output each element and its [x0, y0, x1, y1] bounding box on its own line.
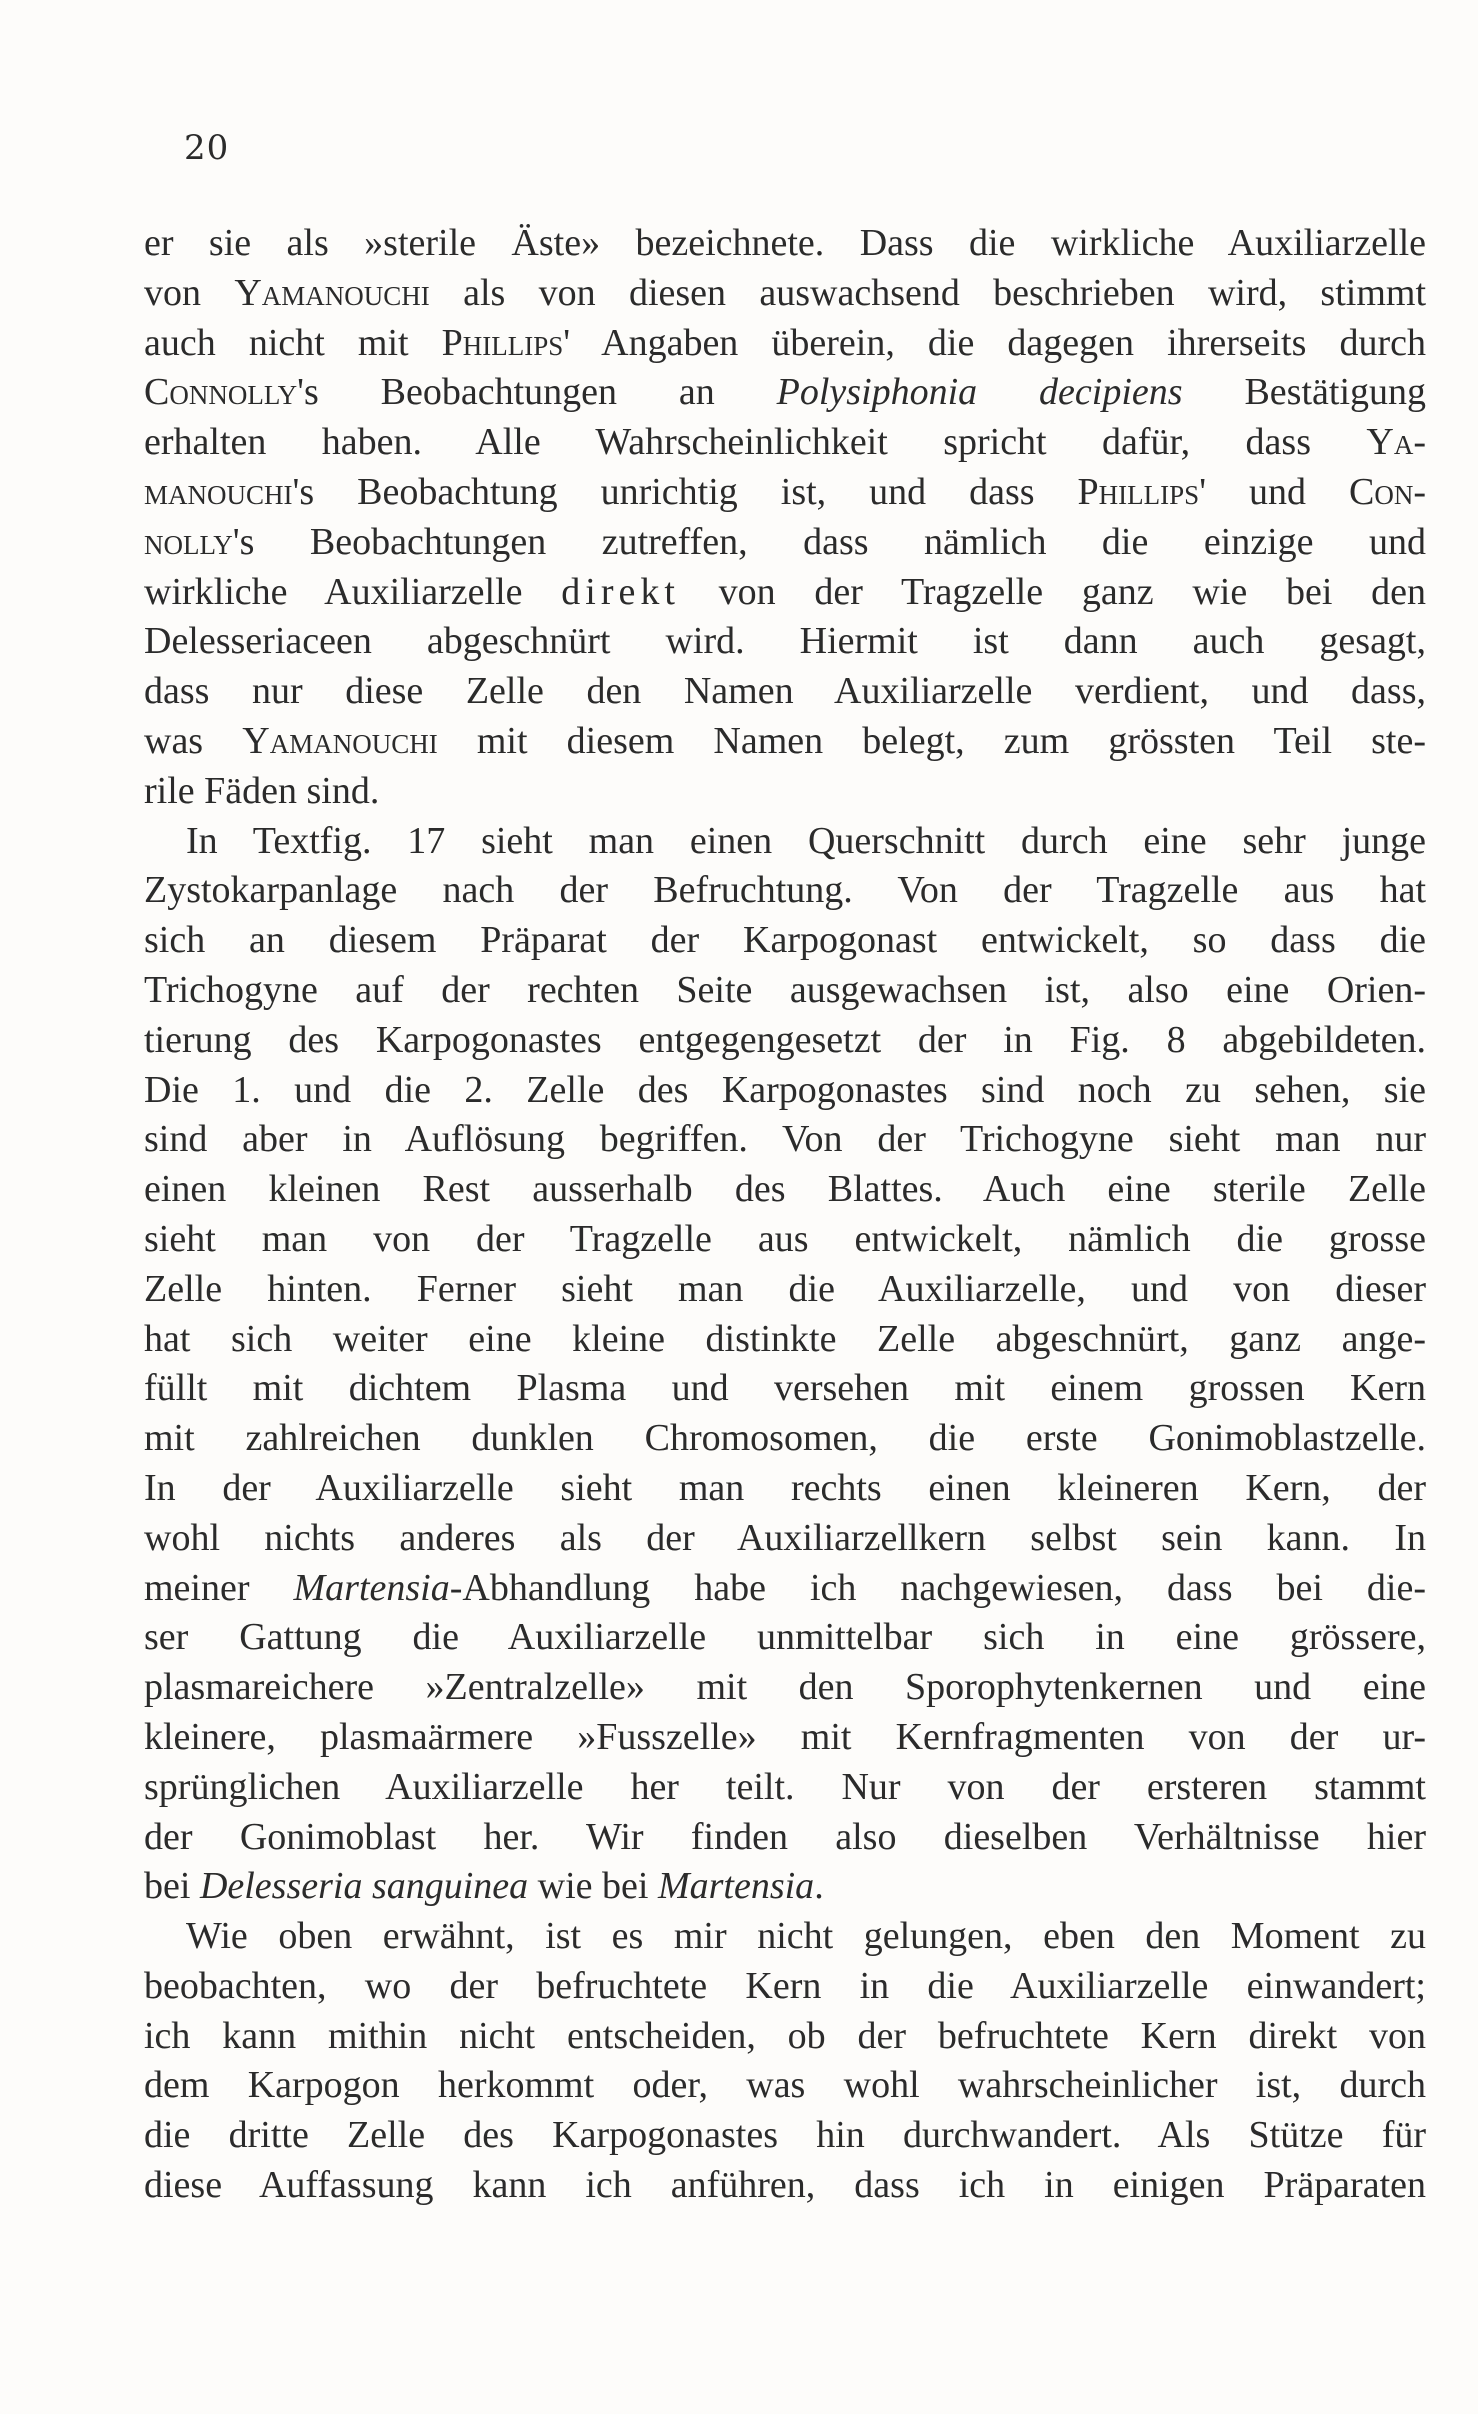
text-line — [144, 2161, 1426, 2211]
text-line — [144, 817, 1426, 867]
text-span: 's Beobachtung unrichtig ist, und dass — [292, 470, 1078, 513]
text-line — [144, 1813, 1426, 1863]
text-span: sprünglichen Auxiliarzelle her teilt. Nur von der ersteren stammt — [144, 1765, 1426, 1808]
text-line — [144, 916, 1426, 966]
text-span: Trichogyne auf der rechten Seite ausgewachsen ist, also eine Orien- — [144, 968, 1426, 1011]
text-span: von der Tragzelle ganz wie bei den — [679, 570, 1426, 613]
text-line — [144, 1315, 1426, 1365]
text-line — [144, 1165, 1426, 1215]
text-span: mit zahlreichen dunklen Chromosomen, die erste Gonimoblastzelle. — [144, 1417, 1426, 1460]
text-line — [144, 219, 1426, 269]
text-line — [144, 269, 1426, 319]
text-line — [144, 1115, 1426, 1165]
text-line — [144, 966, 1426, 1016]
text-span: tierung des Karpogonastes entgegengesetzt der in Fig. 8 abgebildeten. — [144, 1018, 1426, 1061]
text-span: dass nur diese Zelle den Namen Auxiliarzelle verdient, und dass, — [144, 670, 1426, 713]
text-span: Bestätigung — [1182, 371, 1426, 414]
text-line — [144, 1414, 1426, 1464]
text-line — [144, 667, 1426, 717]
small-caps-span: Con- — [1349, 470, 1426, 513]
text-span: sieht man von der Tragzelle aus entwickelt, nämlich die grosse — [144, 1217, 1426, 1260]
text-span: er sie als »sterile Äste» bezeichnete. Dass die wirkliche Auxiliarzelle — [144, 222, 1426, 264]
text-span: sich an diesem Präparat der Karpogonast entwickelt, so dass die — [144, 919, 1426, 962]
text-line — [144, 2111, 1426, 2161]
text-line — [144, 1464, 1426, 1514]
text-line — [144, 866, 1426, 916]
italic-span: Martensia — [657, 1865, 815, 1908]
spaced-span: direkt — [561, 570, 680, 613]
text-span: sind aber in Auflösung begriffen. Von der Trichogyne sieht man nur — [144, 1118, 1426, 1161]
text-line — [144, 1862, 1426, 1912]
text-line — [144, 1912, 1426, 1962]
text-span: 's Beobachtungen zutreffen, dass nämlich die einzige und — [232, 520, 1426, 563]
text-span: bei — [144, 1865, 200, 1908]
text-line — [144, 1066, 1426, 1116]
small-caps-span: Phillips — [441, 321, 564, 364]
text-line — [144, 1514, 1426, 1564]
text-span: diese Auffassung kann ich anführen, dass ich in einigen Präparaten — [144, 2164, 1426, 2207]
small-caps-span: Yamanouchi — [242, 719, 438, 762]
small-caps-span: manouchi — [144, 470, 293, 513]
small-caps-span: Ya- — [1366, 421, 1426, 464]
text-line — [144, 1364, 1426, 1414]
text-line — [144, 2012, 1426, 2062]
text-span: beobachten, wo der befruchtete Kern in die Auxiliarzelle einwandert; — [144, 1964, 1426, 2007]
text-line — [144, 717, 1426, 767]
text-span: meiner — [144, 1566, 294, 1609]
text-span: Wie oben erwähnt, ist es mir nicht gelungen, eben den Moment zu — [186, 1915, 1426, 1958]
italic-span: Martensia — [293, 1566, 450, 1609]
text-span: ' und — [1199, 470, 1349, 513]
small-caps-span: nolly — [144, 520, 233, 563]
page-number: 20 — [184, 128, 230, 168]
text-span: ' Angaben überein, die dagegen ihrerseits durch — [563, 321, 1427, 364]
text-span: was — [144, 719, 243, 762]
text-span: Delesseriaceen abgeschnürt wird. Hiermit ist dann auch gesagt, — [144, 620, 1426, 663]
text-line — [144, 767, 1426, 817]
text-line — [144, 1663, 1426, 1713]
text-line — [144, 2061, 1426, 2111]
text-line — [144, 418, 1426, 468]
text-line — [144, 319, 1426, 369]
text-span: füllt mit dichtem Plasma und versehen mit einem grossen Kern — [144, 1367, 1426, 1410]
text-span: kleinere, plasmaärmere »Fusszelle» mit Kernfragmenten von der ur- — [144, 1715, 1426, 1758]
text-span: . — [814, 1865, 824, 1908]
text-line — [144, 1564, 1426, 1614]
italic-span: Delesseria sanguinea — [199, 1865, 529, 1908]
text-span: dem Karpogon herkommt oder, was wohl wahrscheinlicher ist, durch — [144, 2064, 1426, 2107]
text-span: die dritte Zelle des Karpogonastes hin durchwandert. Als Stütze für — [144, 2114, 1426, 2157]
text-span: plasmareichere »Zentralzelle» mit den Sporophytenkernen und eine — [144, 1666, 1426, 1709]
text-line — [144, 368, 1426, 418]
text-span: als von diesen auswachsend beschrieben wird, stimmt — [429, 271, 1427, 314]
text-span: der Gonimoblast her. Wir finden also dieselben Verhältnisse hier — [144, 1815, 1426, 1858]
text-span: In Textfig. 17 sieht man einen Querschnitt durch eine sehr junge — [186, 819, 1426, 862]
text-line — [144, 1713, 1426, 1763]
text-line — [144, 1265, 1426, 1315]
text-line — [144, 1016, 1426, 1066]
text-span: 's Beobachtungen an — [297, 371, 777, 414]
text-span: Die 1. und die 2. Zelle des Karpogonastes sind noch zu sehen, sie — [144, 1068, 1426, 1111]
text-span: mit diesem Namen belegt, zum grössten Teil ste- — [437, 719, 1427, 762]
text-span: hat sich weiter eine kleine distinkte Zelle abgeschnürt, ganz ange- — [144, 1317, 1426, 1360]
text-span: auch nicht mit — [144, 321, 442, 364]
text-span: erhalten haben. Alle Wahrscheinlichkeit spricht dafür, dass — [144, 421, 1367, 464]
text-span: ich kann mithin nicht entscheiden, ob der befruchtete Kern direkt von — [144, 2014, 1426, 2057]
text-line — [144, 1763, 1426, 1813]
text-span: wirkliche Auxiliarzelle — [144, 570, 562, 613]
text-line — [144, 568, 1426, 618]
text-span: rile Fäden sind. — [144, 769, 380, 812]
text-line — [144, 1215, 1426, 1265]
text-span: -Abhandlung habe ich nachgewiesen, dass bei die- — [449, 1566, 1426, 1609]
text-span: wohl nichts anderes als der Auxiliarzellkern selbst sein kann. In — [144, 1516, 1426, 1559]
small-caps-span: Yamanouchi — [234, 271, 430, 314]
text-span: einen kleinen Rest ausserhalb des Blattes. Auch eine sterile Zelle — [144, 1168, 1426, 1211]
text-span: Zystokarpanlage nach der Befruchtung. Von der Tragzelle aus hat — [144, 869, 1426, 912]
text-span: In der Auxiliarzelle sieht man rechts einen kleineren Kern, der — [144, 1466, 1426, 1509]
small-caps-span: Phillips — [1077, 470, 1200, 513]
text-line — [144, 518, 1426, 568]
text-span: Zelle hinten. Ferner sieht man die Auxiliarzelle, und von dieser — [144, 1267, 1426, 1310]
text-line — [144, 617, 1426, 667]
text-line — [144, 1962, 1426, 2012]
body-text — [144, 219, 1426, 2211]
small-caps-span: Connolly — [144, 371, 298, 414]
italic-span: Polysiphonia decipiens — [776, 371, 1183, 414]
text-line — [144, 468, 1426, 518]
text-line — [144, 1613, 1426, 1663]
text-span: von — [144, 271, 235, 314]
text-span: wie bei — [528, 1865, 658, 1908]
text-span: ser Gattung die Auxiliarzelle unmittelbar sich in eine grössere, — [144, 1616, 1426, 1659]
